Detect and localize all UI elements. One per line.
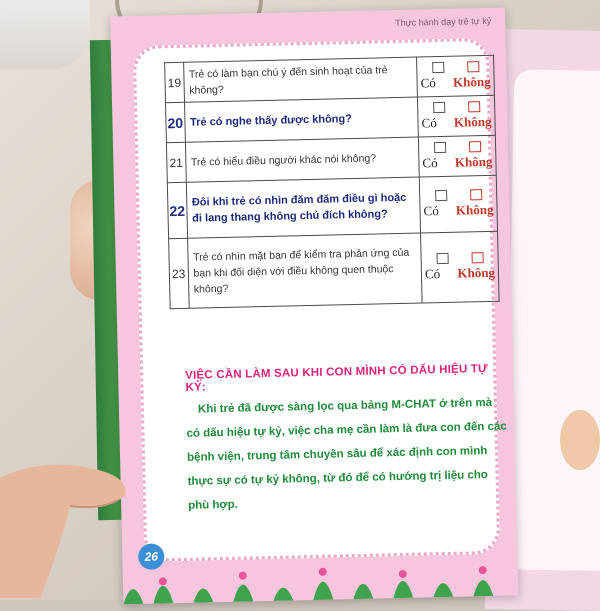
adjacent-page-illustration <box>560 410 600 470</box>
question-number: 19 <box>165 62 184 102</box>
no-checkbox[interactable] <box>470 189 482 200</box>
mchat-question-table <box>164 55 500 309</box>
answer-options <box>421 231 500 303</box>
question-text: Trẻ có nhìn mặt bạn để kiểm tra phản ứng của bạn khi đối diện với điều không quen thuộc không? <box>187 233 422 308</box>
yes-label: Có <box>420 75 436 91</box>
question-text: Trẻ có hiểu điều người khác nói không? <box>185 137 419 182</box>
no-label: Không <box>455 201 494 218</box>
content-card <box>133 38 507 562</box>
no-label: Không <box>452 73 491 90</box>
question-number: 22 <box>167 182 187 238</box>
book-page <box>110 8 518 605</box>
cup-background <box>0 0 90 70</box>
question-number: 20 <box>166 102 185 142</box>
section-title: VIỆC CẦN LÀM SAU KHI CON MÌNH CÓ DẤU HIỆU TỰ KỶ: <box>185 363 488 394</box>
yes-checkbox[interactable] <box>432 62 444 73</box>
question-number: 21 <box>166 142 185 182</box>
answer-options <box>418 135 496 177</box>
hand-holding-book <box>0 458 140 598</box>
yes-label: Có <box>421 115 437 131</box>
yes-checkbox[interactable] <box>433 102 445 113</box>
question-text: Trẻ có làm bạn chú ý đến sinh hoạt của trẻ không? <box>183 57 417 102</box>
no-label: Không <box>453 113 492 130</box>
question-row <box>169 231 500 308</box>
yes-label: Có <box>422 155 438 171</box>
no-label: Không <box>454 153 493 170</box>
yes-checkbox[interactable] <box>436 253 448 264</box>
no-label: Không <box>457 264 496 281</box>
no-checkbox[interactable] <box>468 141 480 152</box>
running-header: Thực hành dạy trẻ tự kỷ <box>395 15 492 29</box>
question-row <box>167 175 497 238</box>
question-text: Đôi khi trẻ có nhìn đăm đăm điều gì hoặc đi lang thang không chủ đích không? <box>186 177 421 238</box>
answer-options <box>417 55 495 97</box>
yes-label: Có <box>424 266 441 282</box>
yes-checkbox[interactable] <box>435 190 447 201</box>
no-checkbox[interactable] <box>468 101 480 112</box>
yes-checkbox[interactable] <box>433 142 445 153</box>
no-checkbox[interactable] <box>467 61 479 72</box>
yes-label: Có <box>423 203 439 219</box>
question-text: Trẻ có nghe thấy được không? <box>184 97 418 142</box>
answer-options <box>417 95 495 137</box>
answer-options <box>419 175 497 233</box>
section-paragraph: Khi trẻ đã được sàng lọc qua bảng M-CHAT ở trên mà có dấu hiệu tự kỷ, việc cha mẹ cần làm là đưa con đến các bệnh viện, trung tâm chuyên sâu để xác định con mình thực sự có tự kỷ không, từ đó để có hướng trị liệu cho phù hợp. <box>186 396 507 512</box>
no-checkbox[interactable] <box>471 252 483 263</box>
question-number: 23 <box>169 238 189 308</box>
page-number: 26 <box>138 543 165 570</box>
